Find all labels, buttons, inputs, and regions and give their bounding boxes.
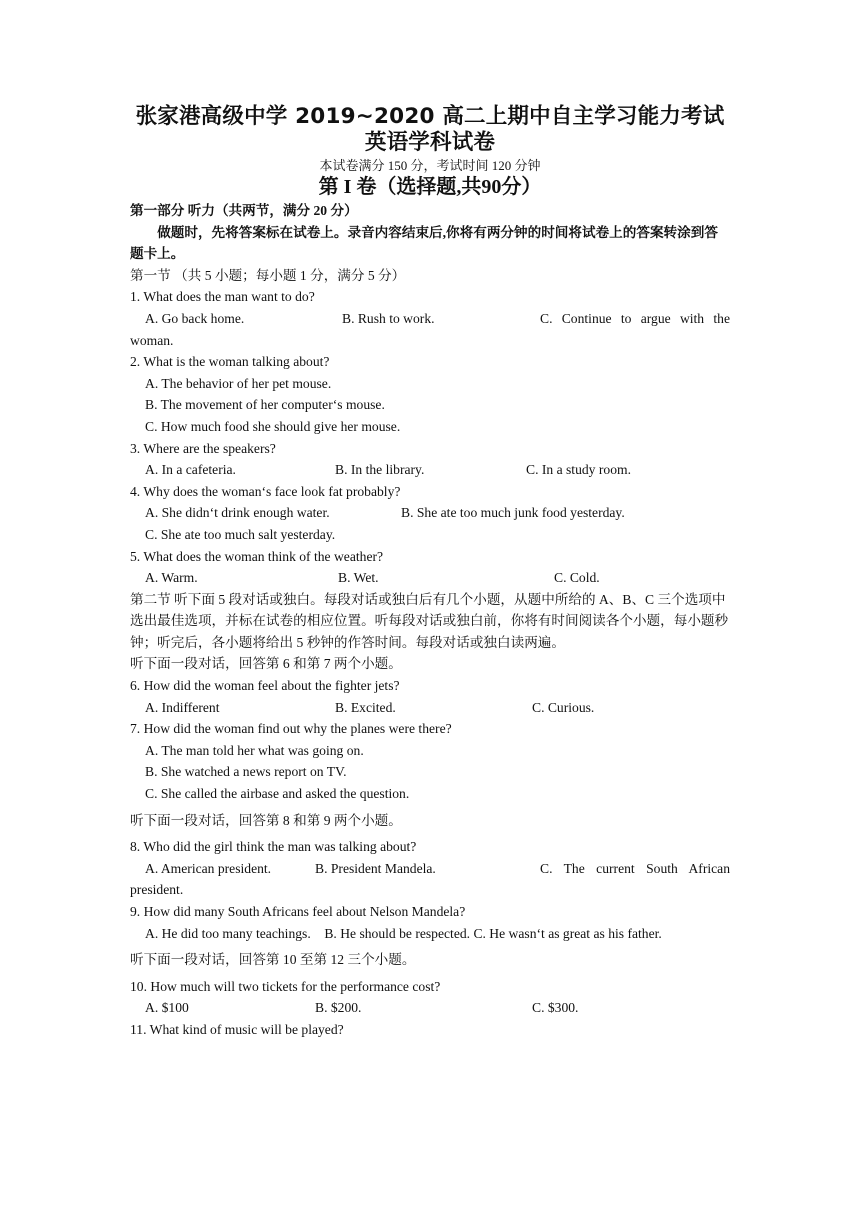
part1-instructions: 做题时，先将答案标在试卷上。录音内容结束后,你将有两分钟的时间将试卷上的答案转涂到答题卡上。 <box>130 224 718 262</box>
question-1-stem: 1. What does the man want to do? <box>130 289 315 305</box>
exam-note: 本试卷满分 150 分，考试时间 120 分钟 <box>319 158 541 173</box>
option-b: B. In the library. <box>335 462 425 478</box>
question-5-stem: 5. What does the woman think of the weather? <box>130 548 384 564</box>
section2-line1: 第二节 听下面 5 段对话或独白。每段对话或独白后有几个小题，从题中所给的 A、B、C 三个选项中 <box>130 591 726 607</box>
option-a: A. The man told her what was going on. <box>145 742 364 758</box>
option-a: A. $100 <box>145 1000 189 1016</box>
exam-title-line1: 张家港高级中学 2019~2020 高二上期中自主学习能力考试 <box>135 104 725 129</box>
option-c-continued: president. <box>130 882 184 898</box>
option-c: C. How much food she should give her mouse. <box>145 418 401 434</box>
question-2-stem: 2. What is the woman talking about? <box>130 354 330 370</box>
question-11-stem: 11. What kind of music will be played? <box>130 1021 344 1037</box>
option-c: C. Continue to argue with the <box>540 310 730 326</box>
option-b: B. She ate too much junk food yesterday. <box>401 505 625 521</box>
question-4-stem: 4. Why does the woman‘s face look fat probably? <box>130 483 401 499</box>
option-b: B. $200. <box>315 1000 362 1016</box>
option-c-continued: woman. <box>130 332 174 348</box>
option-c: C. $300. <box>532 1000 579 1016</box>
group-3-instruction: 听下面一段对话，回答第 10 至第 12 三个小题。 <box>130 952 416 968</box>
exam-title-line2: 英语学科试卷 <box>364 130 496 155</box>
question-10-options <box>130 997 730 1019</box>
question-9-stem: 9. How did many South Africans feel about Nelson Mandela? <box>130 904 466 919</box>
option-c: C. Curious. <box>532 699 595 715</box>
option-b: B. President Mandela. <box>315 860 436 876</box>
option-a: A. Indifferent <box>145 699 220 715</box>
question-6-options <box>130 697 730 719</box>
question-8-options <box>130 858 730 880</box>
option-c: C. She ate too much salt yesterday. <box>145 526 336 542</box>
option-c: C. The current South African <box>540 860 730 876</box>
question-3-stem: 3. Where are the speakers? <box>130 440 276 456</box>
option-b: B. Excited. <box>335 699 396 715</box>
section2-line3: 钟；听完后，各小题将给出 5 秒钟的作答时间。每段对话或独白读两遍。 <box>130 634 565 650</box>
option-b: B. She watched a news report on TV. <box>145 764 347 780</box>
option-c: C. Cold. <box>554 570 600 586</box>
section1-heading: 第一节 （共 5 小题；每小题 1 分，满分 5 分） <box>130 267 406 283</box>
question-5-options <box>130 567 730 589</box>
option-a: A. In a cafeteria. <box>145 462 236 478</box>
option-a: A. She didn‘t drink enough water. <box>145 505 330 521</box>
option-c: C. She called the airbase and asked the question. <box>145 786 410 802</box>
question-6-stem: 6. How did the woman feel about the fighter jets? <box>130 678 400 694</box>
question-10-stem: 10. How much will two tickets for the performance cost? <box>130 978 441 994</box>
question-1-options <box>130 308 730 330</box>
volume-title: 第 I 卷（选择题,共90分） <box>318 176 542 198</box>
question-3-options <box>130 459 730 481</box>
option-b: B. The movement of her computer‘s mouse. <box>145 397 385 413</box>
question-8-stem: 8. Who did the girl think the man was talking about? <box>130 839 417 855</box>
option-c: C. In a study room. <box>526 462 631 478</box>
question-7-stem: 7. How did the woman find out why the planes were there? <box>130 721 452 737</box>
option-a: A. Go back home. <box>145 310 245 326</box>
question-4-options <box>130 502 730 524</box>
option-b: B. Wet. <box>338 570 379 586</box>
option-a: A. Warm. <box>145 570 198 586</box>
section2-line2: 选出最佳选项，并标在试卷的相应位置。听每段对话或独白前，你将有时间阅读各个小题，每小题秒 <box>130 613 729 629</box>
group-2-instruction: 听下面一段对话，回答第 8 和第 9 两个小题。 <box>130 812 402 828</box>
part1-heading: 第一部分 听力（共两节，满分 20 分） <box>130 203 358 218</box>
option-a: A. American president. <box>145 860 272 876</box>
group-1-instruction: 听下面一段对话，回答第 6 和第 7 两个小题。 <box>130 656 402 672</box>
option-b: B. Rush to work. <box>342 310 435 326</box>
exam-page <box>130 104 730 1041</box>
question-9-options: A. He did too many teachings. B. He should be respected. C. He wasn‘t as great as his father. <box>145 925 662 941</box>
option-a: A. The behavior of her pet mouse. <box>145 375 332 391</box>
